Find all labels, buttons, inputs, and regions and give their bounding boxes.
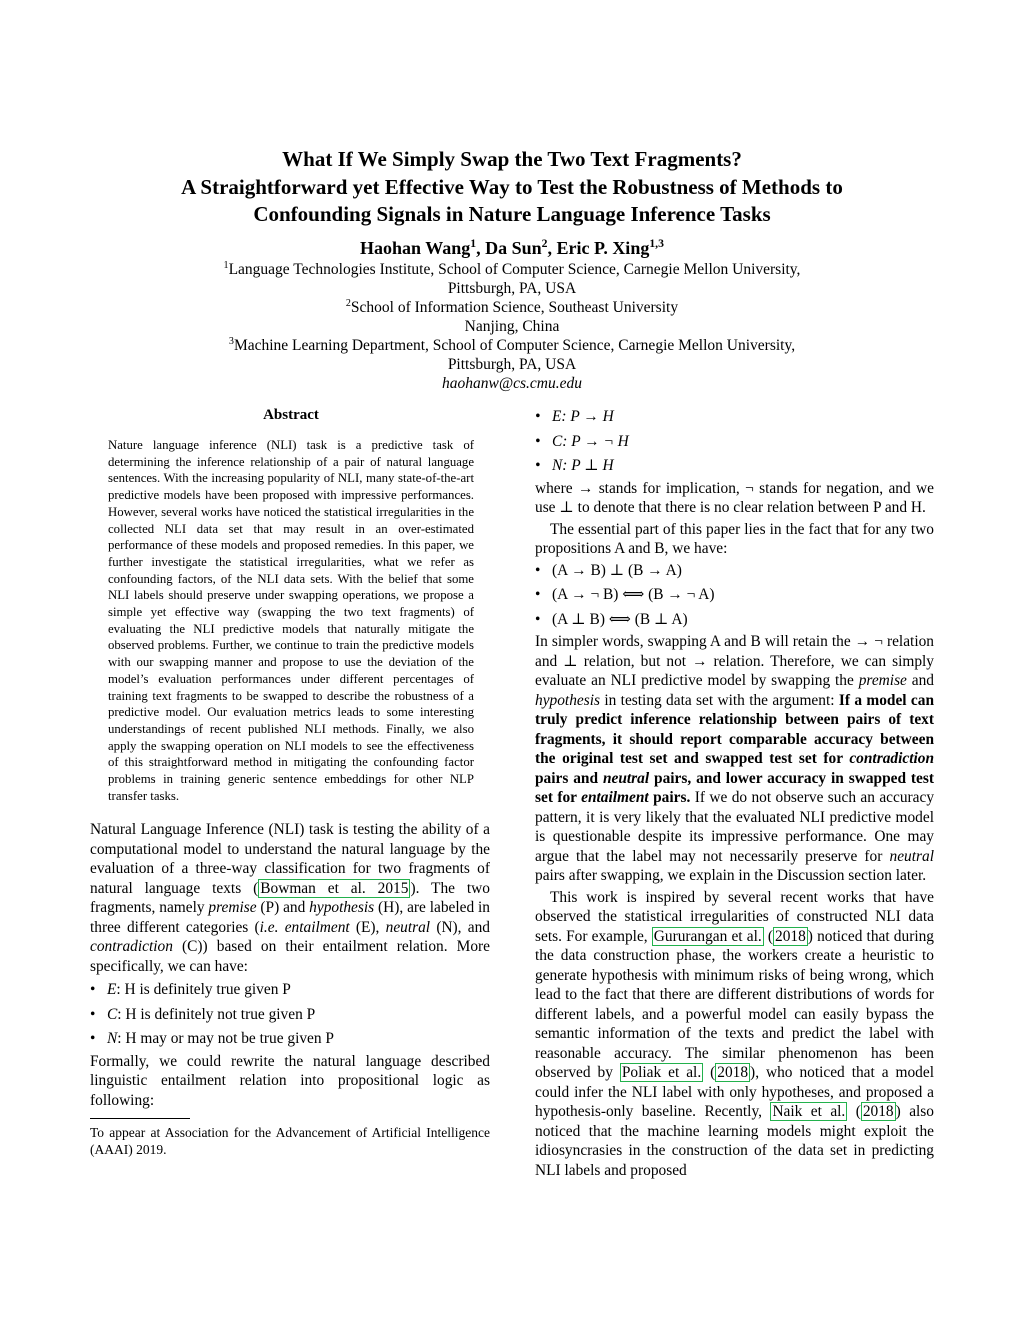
text-span: pairs and — [535, 769, 603, 787]
list-item: • N: P ⊥ H — [535, 454, 934, 479]
term-entailment: entailment — [284, 918, 350, 936]
text-span: in testing data set with the argument: — [599, 691, 839, 709]
math-symbol: E — [107, 981, 117, 999]
list-item: • C: P → ¬ H — [535, 430, 934, 455]
list-item — [90, 1003, 490, 1028]
list-item-text: : H is definitely not true given P — [117, 1005, 316, 1023]
term-hypothesis: hypothesis — [309, 899, 375, 917]
swapping-paragraph — [535, 632, 934, 886]
logic-list — [535, 405, 934, 479]
citation-year-link[interactable]: 2018 — [862, 1103, 894, 1120]
author-email: haohanw@cs.cmu.edu — [442, 374, 582, 392]
math-symbol: C — [107, 1005, 118, 1023]
text-span: (H), are labeled in three different categories ( — [90, 899, 490, 936]
citation-link[interactable]: Gururangan et al. — [653, 927, 762, 945]
text-span: In simpler words, swapping A and B will retain the → ¬ relation and ⊥ relation, but not → relation. Therefore, we can simply evaluate an NLI predictive model by swapping the — [535, 633, 934, 689]
citation-link[interactable]: Poliak et al. — [621, 1064, 702, 1081]
list-item: • (A ⊥ B) ⟺ (B ⊥ A) — [535, 608, 934, 633]
term-hypothesis: hypothesis — [535, 691, 600, 709]
text-span: also noticed that the machine learning models might exploit the idiosyncrasies in the construction of the data set in predicting NLI labels and proposed — [535, 1103, 934, 1179]
text-span: (N), and — [430, 918, 490, 936]
affiliation-sup: 3 — [228, 335, 234, 347]
affiliation-3 — [60, 336, 964, 355]
intro-paragraph-1 — [90, 820, 490, 976]
text-span: If a model can truly predict inference relationship between pairs of text fragments, it should report comparable accuracy between the original test set and swapped test set for — [535, 691, 935, 767]
text-span: pairs after swapping, we explain in the Discussion section later. — [535, 867, 927, 884]
left-column — [90, 406, 490, 1158]
text-span: Natural Language Inference (NLI) task is testing the ability of a computational model to understand the natural language by the evaluation of a three-way classification for two fragments of natural language texts ( — [90, 821, 490, 897]
text-span: ). The two fragments, namely — [90, 879, 490, 917]
term-contradiction: contradiction — [90, 938, 173, 956]
footnote-divider — [90, 1118, 190, 1119]
text-span: and — [906, 672, 935, 689]
author-sup: 2 — [541, 236, 548, 250]
affiliation-sup: 2 — [345, 297, 351, 309]
term-neutral: neutral — [602, 769, 650, 787]
footnote: To appear at Association for the Advancement of Artificial Intelligence (AAAI) 2019. — [90, 1125, 490, 1158]
citation-year-link[interactable]: 2018 — [717, 1064, 749, 1081]
list-item — [90, 978, 490, 1003]
text-span: (P) and — [256, 899, 310, 917]
math-symbol: N — [107, 1030, 118, 1048]
text-span: This work is inspired by several recent works that have observed the statistical irregularities of constructed NLI data sets. For example, — [535, 888, 934, 945]
author-sup: 1 — [470, 236, 477, 250]
title-block — [60, 146, 964, 393]
label-definition-list — [90, 978, 490, 1052]
list-item: • (A → ¬ B) ⟺ (B → ¬ A) — [535, 583, 934, 608]
text-span: If we do not observe such an accuracy pattern, it is very likely that the evaluated NLI predictive model is questionable despite its impressive performance. One may argue that the label may not necessarily preserve for — [535, 789, 935, 865]
term-premise: premise — [208, 899, 257, 917]
affiliation-line: Language Technologies Institute, School of Computer Science, Carnegie Mellon University, — [228, 260, 801, 278]
paper-title-line-3: Confounding Signals in Nature Language Inference Tasks — [253, 202, 771, 226]
text-span: , who noticed that a model could infer the NLI label with only hypotheses, and proposed a hypothesis-only baseline. Recently, — [535, 1064, 934, 1120]
citation-link[interactable]: Bowman et al. 2015 — [260, 879, 409, 897]
author-name: Eric P. Xing — [556, 237, 650, 258]
list-item-text: : H may or may not be true given P — [117, 1030, 334, 1048]
proposition-list — [535, 559, 934, 633]
intro-paragraph-2: Formally, we could rewrite the natural language described linguistic entailment relation into propositional logic as following: — [90, 1052, 490, 1109]
list-item: • (A → B) ⊥ (B → A) — [535, 559, 934, 584]
affiliation-line: Machine Learning Department, School of Computer Science, Carnegie Mellon University, — [233, 336, 796, 354]
list-item — [90, 1027, 490, 1052]
text-span: noticed that during the data construction phase, the workers create a heuristic to generate hypothesis with minimum risks of being wrong, which lead to the fact that there are different distributions of words for different labels, and a powerful model can easily bypass the semantic information of the texts and predict the label with reasonable accuracy. The similar phenomenon has been observed by — [535, 927, 934, 1081]
term-neutral: neutral — [889, 847, 934, 865]
citation-link[interactable]: Naik et al. — [772, 1103, 846, 1120]
where-paragraph: where → stands for implication, ¬ stands for negation, and we use ⊥ to denote that there is no clear relation between P and H. — [535, 479, 934, 516]
abstract-text: Nature language inference (NLI) task is a predictive task of determining the inference relationship of a pair of natural language sentences. With the increasing popularity of NLI, many state-of-the-art predictive models have been proposed with impressive performances. However, several works have noticed the statistical irregularities in the collected NLI data set that may result in an over-estimated performance of these models and proposed remedies. In this paper, we further investigate the statistical irregularities, what we refer as confounding factors, of the NLI data sets. With the belief that some NLI labels should preserve under swapping operations, we propose a simple yet effective way (swapping the two text fragments) of evaluating the NLI predictive models that naturally mitigate the observed problems. Further, we continue to train the predictive models with our swapping manner and propose to use the deviation of the model’s evaluation performances under different percentages of training text fragments to be swapped to describe the robustness of a predictive model. Our evaluation metrics leads to some interesting understandings of recent published NLI methods. Finally, we also apply the swapping operation on NLI models to see the effectiveness of this straightforward method in mitigating the confounding factor problems in training generic sentence embeddings for other NLP transfer tasks. — [108, 438, 474, 803]
affiliation-3-location: Pittsburgh, PA, USA — [447, 355, 577, 373]
term-contradiction: contradiction — [849, 750, 934, 767]
author-name: Haohan Wang — [360, 237, 471, 258]
affiliation-2-location: Nanjing, China — [464, 317, 560, 335]
affiliation-sup: 1 — [223, 259, 229, 271]
term-ie: i.e. — [259, 918, 279, 936]
affiliation-1-location: Pittsburgh, PA, USA — [447, 279, 577, 297]
author-list: Haohan Wang$^1$, Da Sun$^2$, Eric P. Xing$^{1,3}$ — [360, 236, 664, 258]
term-entailment: entailment — [581, 789, 649, 806]
affiliation-1 — [60, 260, 964, 279]
right-column — [535, 405, 934, 1180]
text-span: pairs, and lower accuracy in swapped test set for — [535, 769, 934, 806]
term-neutral: neutral — [385, 918, 431, 936]
affiliation-2 — [60, 298, 964, 317]
related-work-paragraph: This work is inspired by several recent works that have observed the statistical irregularities of constructed NLI data sets. For example, Gururangan et al. ( 2018 ) noticed that during the data construction phase, the workers create a heuristic to generate hypothesis with minimum risks of being wrong, which lead to the fact that there are different distributions of words for different labels, and a powerful model can easily bypass the semantic information of the texts and predict the label with reasonable accuracy. The similar phenomenon has been observed by Poliak et al. ( 2018 ), who noticed that a model could infer the NLI label with only hypotheses, and proposed a hypothesis-only baseline. Recently, Naik et al. ( 2018 ) also noticed that the machine learning models might exploit the idiosyncrasies in the construction of the data set in predicting NLI labels and proposed — [535, 888, 934, 1179]
affiliation-line: School of Information Science, Southeast University — [350, 298, 679, 316]
author-name: Da Sun — [485, 237, 542, 258]
text-span: (E), — [349, 918, 386, 936]
essential-paragraph: The essential part of this paper lies in the fact that for any two propositions A and B, we have: — [535, 520, 934, 557]
abstract — [108, 406, 474, 804]
list-item: • E: P → H — [535, 405, 934, 430]
paper-title-line-1: What If We Simply Swap the Two Text Fragments? — [282, 147, 742, 171]
list-item-text: : H is definitely true given P — [116, 981, 291, 999]
paper-title-line-2: A Straightforward yet Effective Way to Test the Robustness of Methods to — [181, 174, 843, 199]
text-span: (C)) based on their entailment relation. More specifically, we can have: — [90, 938, 490, 975]
abstract-heading: Abstract — [263, 407, 319, 423]
author-sup: 1,3 — [649, 236, 664, 250]
term-premise: premise — [858, 672, 907, 689]
text-span: pairs. — [648, 789, 691, 806]
citation-year-link[interactable]: 2018 — [775, 927, 806, 945]
